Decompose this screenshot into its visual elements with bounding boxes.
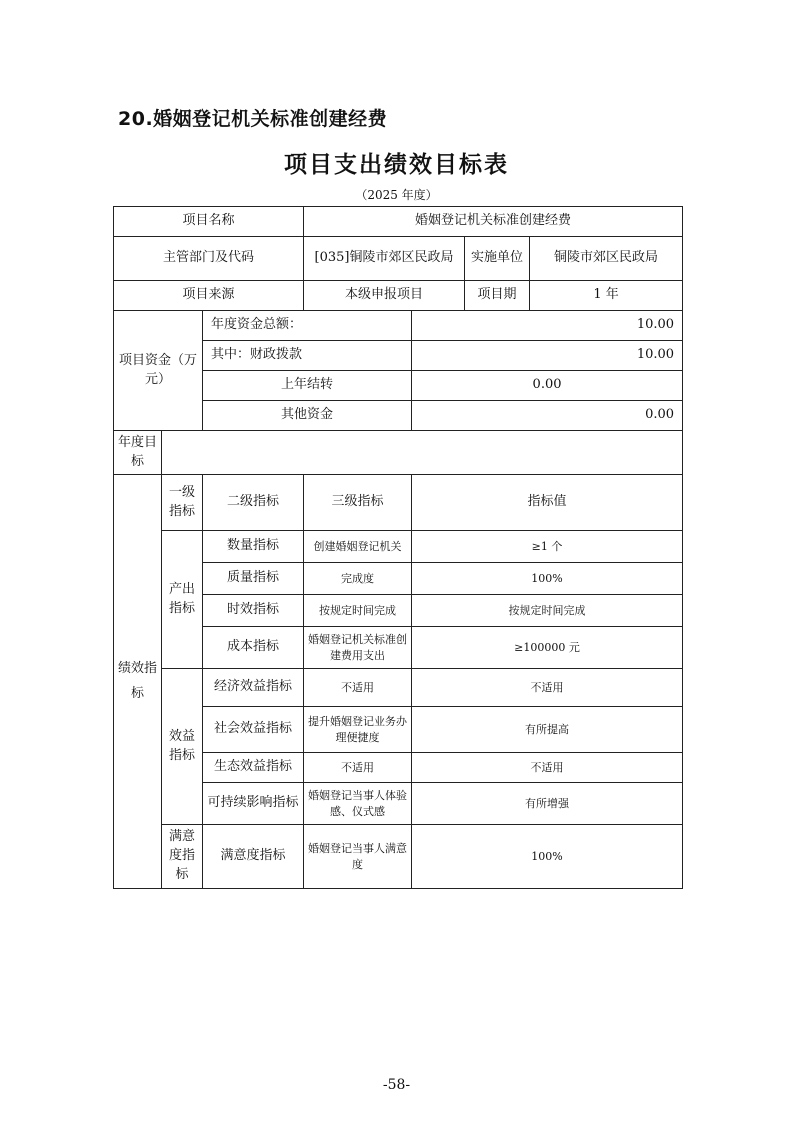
indicator-level3: 婚姻登记当事人体验感、仪式感 [304,783,412,825]
other-funds-label: 其他资金 [203,401,412,431]
performance-goal-table [113,206,683,889]
source-label: 项目来源 [114,281,304,311]
total-funds-value: 10.00 [412,311,683,341]
annual-goal-label: 年度目标 [114,431,162,475]
other-funds-value: 0.00 [412,401,683,431]
project-name-label: 项目名称 [114,207,304,237]
indicator-level2: 质量指标 [203,563,304,595]
page-title: 项目支出绩效目标表 [284,152,509,178]
indicator-value: ≥1 个 [412,531,683,563]
period-label: 项目期 [465,281,530,311]
indicator-level3: 不适用 [304,753,412,783]
indicator-level3: 不适用 [304,669,412,707]
benefit-indicators-label: 效益指标 [162,669,203,825]
indicator-level2: 成本指标 [203,627,304,669]
project-name-value: 婚姻登记机关标准创建经费 [304,207,683,237]
dept-value: [035]铜陵市郊区民政局 [304,237,465,281]
indicator-level2: 社会效益指标 [203,707,304,753]
header-level3: 三级指标 [304,475,412,531]
indicator-value: 按规定时间完成 [412,595,683,627]
annual-goal-value [162,431,683,475]
impl-value: 铜陵市郊区民政局 [530,237,683,281]
year-note: （2025 年度） [355,188,438,202]
indicator-value: 不适用 [412,753,683,783]
indicator-value: 有所提高 [412,707,683,753]
indicator-value: ≥100000 元 [412,627,683,669]
indicator-level3: 创建婚姻登记机关 [304,531,412,563]
carryover-value: 0.00 [412,371,683,401]
fiscal-funds-value: 10.00 [412,341,683,371]
dept-label: 主管部门及代码 [114,237,304,281]
output-indicators-label: 产出指标 [162,531,203,669]
header-value: 指标值 [412,475,683,531]
indicator-value: 100% [412,825,683,889]
indicator-level3: 婚姻登记机关标准创建费用支出 [304,627,412,669]
total-funds-label: 年度资金总额： [203,311,412,341]
header-level2: 二级指标 [203,475,304,531]
indicator-level3: 完成度 [304,563,412,595]
period-value: 1 年 [530,281,683,311]
indicator-level3: 婚姻登记当事人满意度 [304,825,412,889]
impl-label: 实施单位 [465,237,530,281]
perf-indicators-label: 绩效指标 [114,475,162,889]
source-value: 本级申报项目 [304,281,465,311]
fiscal-funds-label: 其中：财政拨款 [203,341,412,371]
carryover-label: 上年结转 [203,371,412,401]
indicator-level3: 提升婚姻登记业务办理便捷度 [304,707,412,753]
indicator-level2: 可持续影响指标 [203,783,304,825]
indicator-level3: 按规定时间完成 [304,595,412,627]
indicator-value: 100% [412,563,683,595]
indicator-level2: 满意度指标 [203,825,304,889]
indicator-value: 不适用 [412,669,683,707]
indicator-value: 有所增强 [412,783,683,825]
funds-label: 项目资金（万元） [114,311,203,431]
section-title: 20.婚姻登记机关标准创建经费 [118,108,388,130]
indicator-level2: 经济效益指标 [203,669,304,707]
indicator-level2: 时效指标 [203,595,304,627]
header-level1: 一级指标 [162,475,203,531]
indicator-level2: 数量指标 [203,531,304,563]
page-number: -58- [382,1077,411,1093]
satisfaction-indicators-label: 满意度指标 [162,825,203,889]
indicator-level2: 生态效益指标 [203,753,304,783]
